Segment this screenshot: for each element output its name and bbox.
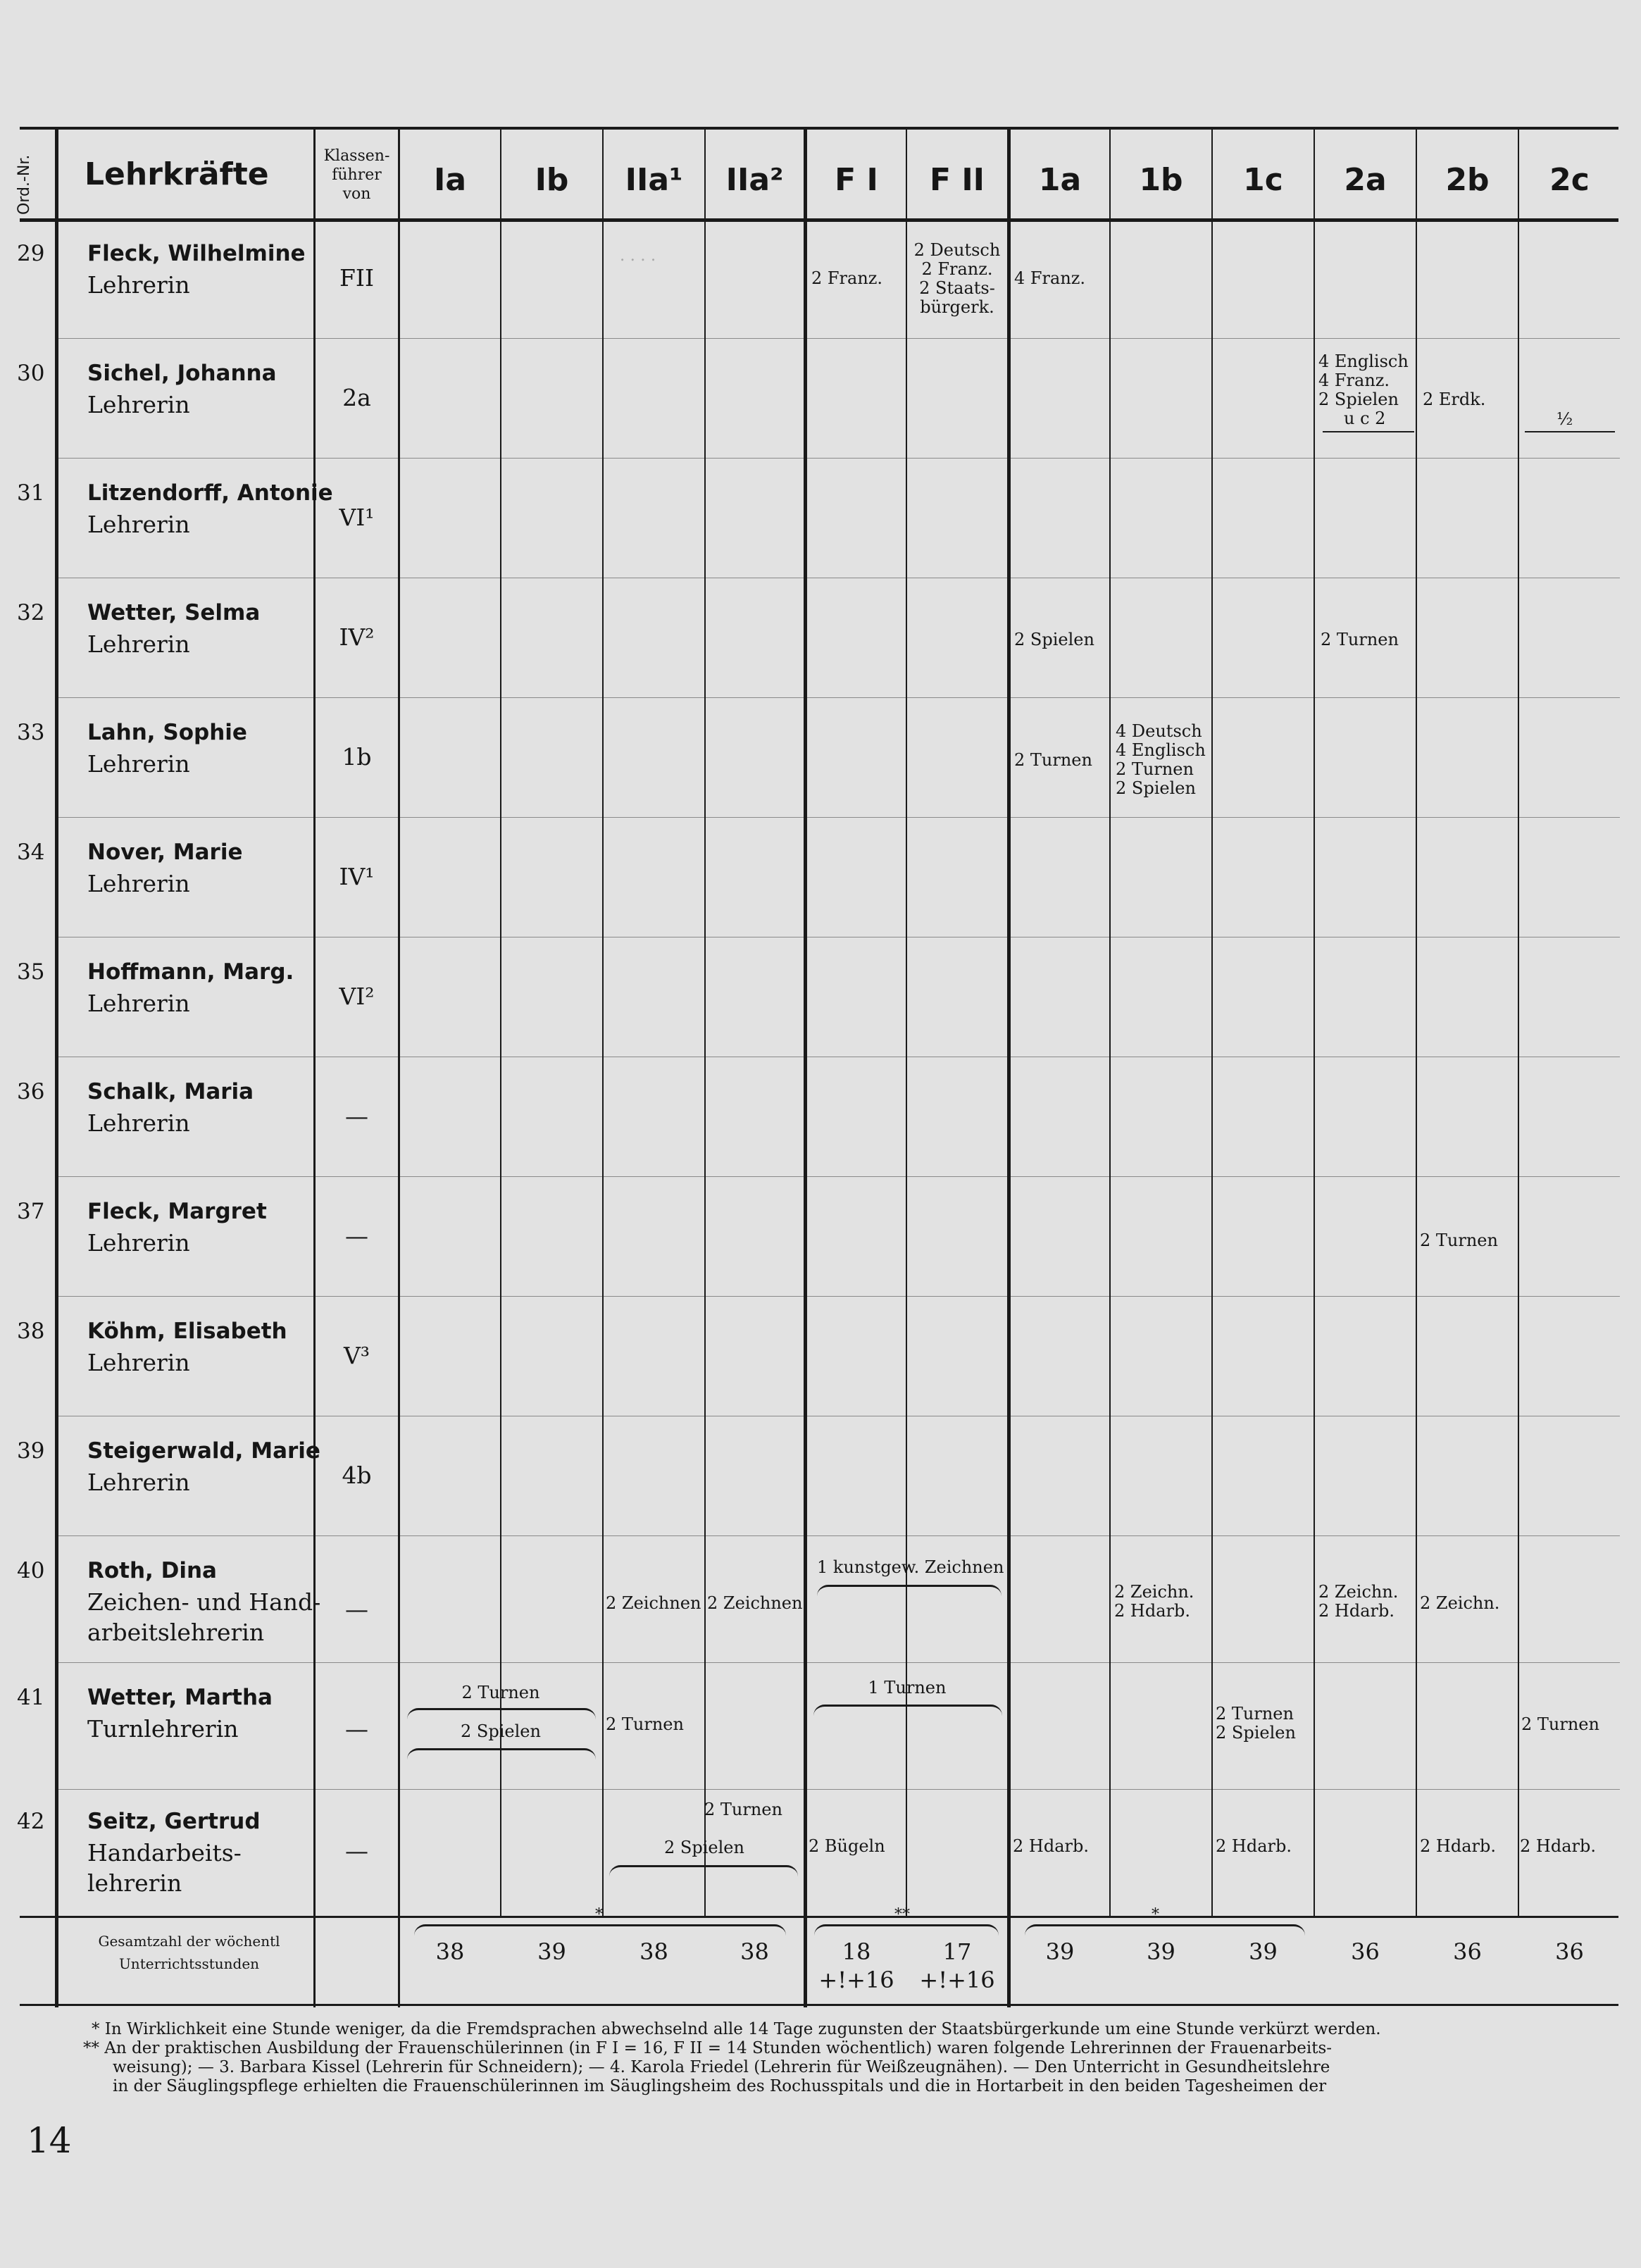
- footnote: in der Säuglingspflege erhielten die Frauenschülerinnen im Säuglingsheim des Rochusspitals und die in Hortarbeit in den beiden Tagesheimen der: [113, 2077, 1327, 2095]
- total-FII-extra: +!+16: [919, 1967, 995, 1993]
- cell-1a: 2 Spielen: [1014, 630, 1094, 649]
- col-header-2c: 2c: [1549, 162, 1590, 198]
- top-rule: [20, 127, 1618, 130]
- teacher-role: Lehrerin: [87, 391, 190, 418]
- col-rule: [906, 127, 907, 1916]
- cell-line: 2 Deutsch: [913, 240, 1001, 260]
- klassenfuehrer-value: VI¹: [339, 504, 375, 531]
- klassenfuehrer-value: —: [345, 1715, 368, 1743]
- klassenfuehrer-value: —: [345, 1595, 368, 1623]
- teacher-role: Lehrerin: [87, 1109, 190, 1137]
- klassenfuehrer-value: 2a: [342, 384, 371, 411]
- row-separator: [56, 1176, 1620, 1177]
- cell-1a: 2 Turnen: [1014, 750, 1092, 770]
- cell-line: 2 Spielen: [1116, 778, 1196, 798]
- klassenfuehrer-line: von: [342, 185, 371, 203]
- cell-line: 2 Hdarb.: [1318, 1601, 1394, 1621]
- teacher-name: Lahn, Sophie: [87, 720, 247, 745]
- col-header-FI: F I: [835, 162, 878, 198]
- row-number: 39: [17, 1438, 45, 1464]
- teacher-name: Steigerwald, Marie: [87, 1438, 320, 1464]
- cell-2a: [1318, 1583, 1398, 1621]
- cell-2b: 2 Erdk.: [1423, 390, 1486, 409]
- lehrkraefte-header: Lehrkräfte: [85, 156, 269, 192]
- cell-2b: 2 Turnen: [1420, 1230, 1498, 1250]
- row-number: 41: [17, 1685, 45, 1710]
- cell-FI-FII: 1 Turnen: [868, 1678, 947, 1697]
- teacher-role: Lehrerin: [87, 750, 190, 778]
- col-rule: [1416, 127, 1417, 1916]
- teacher-name: Schalk, Maria: [87, 1079, 254, 1104]
- teacher-role: Zeichen- und Hand-: [87, 1588, 321, 1616]
- brace: [407, 1708, 596, 1723]
- cell-2c: ½: [1556, 409, 1573, 429]
- row-separator: [56, 458, 1620, 459]
- teacher-role: Lehrerin: [87, 271, 190, 299]
- total-2c: 36: [1555, 1938, 1584, 1965]
- cell-line: 2 Turnen: [1116, 759, 1194, 779]
- cell-2a: [1318, 352, 1409, 428]
- page-number: 14: [27, 2120, 72, 2161]
- teacher-role-line2: lehrerin: [87, 1869, 182, 1897]
- teacher-name: Roth, Dina: [87, 1558, 217, 1583]
- row-number: 35: [17, 959, 45, 985]
- row-separator: [56, 1789, 1620, 1790]
- klassenfuehrer-value: —: [345, 1102, 368, 1130]
- row-number: 40: [17, 1558, 45, 1583]
- col-header-IIa2: IIa²: [725, 162, 784, 198]
- klassenfuehrer-value: VI²: [339, 983, 375, 1010]
- cell-2c: 2 Turnen: [1521, 1714, 1599, 1734]
- klassenfuehrer-value: IV²: [339, 623, 375, 651]
- col-rule: [602, 127, 604, 1916]
- cell-FI: 2 Franz.: [811, 268, 883, 288]
- klassenfuehrer-value: V³: [343, 1342, 370, 1369]
- brace: [817, 1585, 1002, 1600]
- row-number: 30: [17, 361, 45, 386]
- col-header-Ia: Ia: [433, 162, 467, 198]
- teacher-role-line2: arbeitslehrerin: [87, 1619, 265, 1646]
- total-FI-extra: +!+16: [818, 1967, 894, 1993]
- footnote-marker: *: [595, 1906, 603, 1924]
- cell-1b: [1116, 722, 1206, 798]
- total-1b: 39: [1147, 1938, 1175, 1965]
- row-number: 42: [17, 1809, 45, 1834]
- teacher-role: Lehrerin: [87, 1349, 190, 1376]
- cell-1a: 2 Hdarb.: [1013, 1836, 1089, 1856]
- row-separator: [56, 338, 1620, 339]
- teacher-name: Nover, Marie: [87, 840, 243, 865]
- brace-totals: [814, 1924, 999, 1939]
- brace-totals: [1025, 1924, 1305, 1939]
- ordnr-header: Ord.-Nr.: [15, 154, 33, 215]
- col-header-2b: 2b: [1445, 162, 1490, 198]
- col-header-1b: 1b: [1139, 162, 1183, 198]
- row-separator: [56, 817, 1620, 818]
- cell-line: 2 Staats-: [919, 278, 995, 298]
- underline: [1525, 431, 1615, 432]
- row-number: 36: [17, 1079, 45, 1104]
- total-Ia: 38: [435, 1938, 465, 1965]
- teacher-name: Fleck, Wilhelmine: [87, 241, 306, 266]
- total-Ib: 39: [537, 1938, 566, 1965]
- teacher-role: Lehrerin: [87, 870, 190, 897]
- cell-IIa2: 2 Zeichnen: [707, 1593, 803, 1613]
- bottom-rule: [20, 2004, 1618, 2006]
- totals-label-line: Gesamtzahl der wöchentl: [98, 1933, 280, 1950]
- footnote: ** An der praktischen Ausbildung der Frauenschülerinnen (in F I = 16, F II = 14 Stunden wöchentlich) waren folgende Lehrerinnen der Frauenarbeits-: [83, 2039, 1333, 2057]
- col-rule: [1211, 127, 1213, 1916]
- cell-line: u c 2: [1344, 409, 1386, 428]
- cell-FI: 2 Bügeln: [809, 1836, 885, 1856]
- teacher-name: Wetter, Selma: [87, 600, 261, 625]
- total-1a: 39: [1045, 1938, 1075, 1965]
- bleed-through-text: . . . .: [620, 247, 656, 265]
- cell-line: 2 Zeichn.: [1318, 1582, 1399, 1602]
- klassenfuehrer-value: —: [345, 1837, 368, 1864]
- teacher-role: Turnlehrerin: [87, 1715, 239, 1743]
- klassenfuehrer-line: führer: [332, 166, 382, 184]
- cell-line: 4 Deutsch: [1116, 721, 1202, 741]
- row-number: 37: [17, 1199, 45, 1224]
- totals-label-line: Unterrichtsstunden: [118, 1955, 260, 1972]
- cell-line: 2 Hdarb.: [1114, 1601, 1190, 1621]
- klassenfuehrer-value: FII: [339, 264, 374, 292]
- teacher-role: Lehrerin: [87, 990, 190, 1017]
- group-rule: [1007, 127, 1011, 2007]
- brace: [813, 1705, 1002, 1719]
- row-number: 33: [17, 720, 45, 745]
- teacher-name: Sichel, Johanna: [87, 361, 277, 386]
- cell-line: 2 Spielen: [1216, 1723, 1296, 1743]
- col-header-1a: 1a: [1038, 162, 1082, 198]
- row-separator: [56, 1296, 1620, 1297]
- cell-line: 2 Turnen: [1216, 1704, 1294, 1724]
- cell-Ia-Ib-bottom: 2 Spielen: [461, 1721, 541, 1741]
- col-rule: [500, 127, 501, 1916]
- cell-line: 4 Franz.: [1318, 370, 1390, 390]
- group-rule: [804, 127, 807, 2007]
- col-rule: [1109, 127, 1111, 1916]
- cell-line: bürgerk.: [920, 297, 994, 317]
- cell-2c: 2 Hdarb.: [1520, 1836, 1596, 1856]
- brace-totals: [414, 1924, 786, 1939]
- cell-line: 2 Zeichn.: [1114, 1582, 1194, 1602]
- cell-2b: 2 Zeichn.: [1420, 1593, 1500, 1613]
- total-FI: 18: [842, 1938, 871, 1965]
- row-number: 32: [17, 600, 45, 625]
- teacher-role: Lehrerin: [87, 1229, 190, 1257]
- row-number: 31: [17, 480, 45, 506]
- col-header-1c: 1c: [1243, 162, 1283, 198]
- klassenfuehrer-value: —: [345, 1222, 368, 1250]
- row-separator: [56, 1662, 1620, 1663]
- total-1c: 39: [1249, 1938, 1278, 1965]
- cell-IIa2-top: 2 Turnen: [704, 1800, 782, 1819]
- klassenfuehrer-line: Klassen-: [323, 147, 390, 165]
- col-rule: [1314, 127, 1315, 1916]
- row-separator: [56, 697, 1620, 698]
- row-separator: [56, 1535, 1620, 1536]
- cell-2b: 2 Hdarb.: [1420, 1836, 1496, 1856]
- teacher-role: Lehrerin: [87, 1469, 190, 1496]
- teacher-name: Wetter, Martha: [87, 1685, 273, 1710]
- cell-1c: [1216, 1705, 1296, 1743]
- cell-line: 2 Spielen: [1318, 390, 1399, 409]
- header-rule: [20, 218, 1618, 222]
- footnote: * In Wirklichkeit eine Stunde weniger, da die Fremdsprachen abwechselnd alle 14 Tage zugunsten der Staatsbürgerkunde um eine Stunde verkürzt werden.: [92, 2020, 1381, 2038]
- teacher-name: Fleck, Margret: [87, 1199, 267, 1224]
- teacher-role: Lehrerin: [87, 630, 190, 658]
- cell-FII: [909, 241, 1006, 317]
- col-header-IIa1: IIa¹: [625, 162, 683, 198]
- cell-FI-FII: 1 kunstgew. Zeichnen: [817, 1557, 1004, 1577]
- teacher-role: Handarbeits-: [87, 1839, 242, 1867]
- cell-2a: 2 Turnen: [1321, 630, 1399, 649]
- footnote-marker: *: [1152, 1906, 1159, 1924]
- total-2b: 36: [1453, 1938, 1482, 1965]
- klassenfuehrer-value: IV¹: [339, 863, 375, 890]
- cell-IIa-bottom: 2 Spielen: [664, 1838, 744, 1857]
- brace: [609, 1865, 798, 1880]
- row-number: 38: [17, 1319, 45, 1344]
- totals-rule: [20, 1916, 1618, 1918]
- row-number: 29: [17, 241, 45, 266]
- cell-line: 4 Englisch: [1318, 351, 1409, 371]
- teacher-name: Hoffmann, Marg.: [87, 959, 294, 985]
- cell-1a: 4 Franz.: [1014, 268, 1086, 288]
- cell-1b: [1114, 1583, 1194, 1621]
- footnote-marker: **: [894, 1906, 910, 1924]
- teacher-name: Seitz, Gertrud: [87, 1809, 261, 1834]
- teacher-name: Litzendorff, Antonie: [87, 480, 333, 506]
- total-FII: 17: [942, 1938, 972, 1965]
- col-rule: [704, 127, 706, 1916]
- cell-line: 4 Englisch: [1116, 740, 1206, 760]
- col-rule: [398, 127, 400, 2007]
- cell-line: 2 Franz.: [921, 259, 993, 279]
- col-header-Ib: Ib: [535, 162, 569, 198]
- brace: [407, 1748, 596, 1763]
- cell-IIa1: 2 Zeichnen: [606, 1593, 701, 1613]
- klassenfuehrer-value: 4b: [342, 1462, 372, 1489]
- row-number: 34: [17, 840, 45, 865]
- col-rule: [1518, 127, 1519, 1916]
- footnote: weisung); — 3. Barbara Kissel (Lehrerin für Schneidern); — 4. Karola Friedel (Lehrerin für Weißzeugnähen). — Den Unterricht in Gesundheitslehre: [113, 2058, 1330, 2076]
- cell-IIa1: 2 Turnen: [606, 1714, 684, 1734]
- total-IIa2: 38: [740, 1938, 769, 1965]
- col-header-2a: 2a: [1344, 162, 1387, 198]
- total-IIa1: 38: [639, 1938, 668, 1965]
- cell-1c: 2 Hdarb.: [1216, 1836, 1292, 1856]
- klassenfuehrer-value: 1b: [342, 743, 372, 771]
- teacher-role: Lehrerin: [87, 511, 190, 538]
- underline: [1323, 431, 1414, 432]
- left-rule: [55, 127, 58, 2007]
- cell-Ia-Ib-top: 2 Turnen: [461, 1683, 540, 1702]
- total-2a: 36: [1351, 1938, 1380, 1965]
- totals-label: [68, 1930, 311, 1975]
- col-header-FII: F II: [929, 162, 985, 198]
- teacher-name: Köhm, Elisabeth: [87, 1319, 287, 1344]
- klassenfuehrer-header: [316, 147, 398, 204]
